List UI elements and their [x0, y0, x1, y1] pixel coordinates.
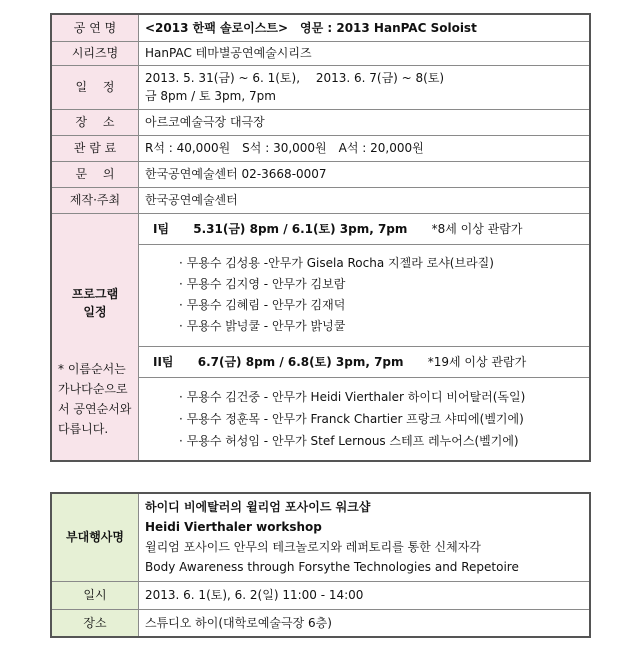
schedule-line-1: 2013. 5. 31(금) ~ 6. 1(토), 2013. 6. 7(금) ~ 8(토): [145, 71, 445, 85]
title-label: 공 연 명: [51, 14, 139, 41]
team2-list: [139, 377, 591, 461]
team2-dates: 6.7(금) 8pm / 6.8(토) 3pm, 7pm: [197, 354, 404, 369]
team2-age: *19세 이상 관람가: [427, 354, 527, 369]
side-event-date-value: 2013. 6. 1(토), 6. 2(일) 11:00 - 14:00: [139, 581, 591, 609]
side-event-line-4: Body Awareness through Forsythe Technologies and Repetoire: [145, 560, 519, 575]
series-label: 시리즈명: [51, 41, 139, 65]
venue-label: 장 소: [51, 109, 139, 135]
schedule-value: [139, 65, 591, 109]
schedule-line-2: 금 8pm / 토 3pm, 7pm: [145, 89, 276, 103]
program-label-cell: [51, 213, 139, 461]
side-event-place-value: 스튜디오 하이(대학로예술극장 6층): [139, 609, 591, 637]
producer-label: 제작·주최: [51, 187, 139, 213]
list-item: · 무용수 밝넝쿨 - 안무가 밝넝쿨: [179, 319, 346, 333]
side-event-line-1: 하이디 비에탈러의 윌리엄 포사이드 워크샵: [145, 500, 371, 515]
team1-header: [139, 213, 591, 244]
list-item: · 무용수 김지영 - 안무가 김보람: [179, 277, 346, 291]
contact-label: 문 의: [51, 161, 139, 187]
team2-name: II팀: [153, 354, 174, 369]
venue-value: 아르코예술극장 대극장: [139, 109, 591, 135]
side-event-place-label: 장소: [51, 609, 139, 637]
performance-info-table: [50, 13, 591, 462]
program-label-line-2: 일정: [83, 304, 107, 319]
side-event-date-label: 일시: [51, 581, 139, 609]
series-value: HanPAC 테마별공연예술시리즈: [139, 41, 591, 65]
team1-dates: 5.31(금) 8pm / 6.1(토) 3pm, 7pm: [193, 221, 408, 236]
list-item: · 무용수 허성임 - 안무가 Stef Lernous 스테프 레누어스(벨기에): [179, 433, 519, 448]
side-event-label: 부대행사명: [51, 493, 139, 581]
team1-name: I팀: [153, 221, 170, 236]
title-value: <2013 한팩 솔로이스트> 영문 : 2013 HanPAC Soloist: [139, 14, 591, 41]
list-item: · 무용수 김혜림 - 안무가 김재덕: [179, 298, 346, 312]
program-note: * 이름순서는 가나다순으로 서 공연순서와 다릅니다.: [58, 361, 132, 436]
side-event-line-3: 윌리엄 포사이드 안무의 테크놀로지와 레퍼토리를 통한 신체자각: [145, 540, 481, 555]
contact-value: 한국공연예술센터 02-3668-0007: [139, 161, 591, 187]
program-label-line-1: 프로그램: [71, 286, 119, 301]
price-value: R석 : 40,000원 S석 : 30,000원 A석 : 20,000원: [139, 135, 591, 161]
side-event-value: [139, 493, 591, 581]
list-item: · 무용수 정훈목 - 안무가 Franck Chartier 프랑크 샤띠에(벨기에): [179, 411, 524, 426]
team2-header: [139, 346, 591, 377]
team1-age: *8세 이상 관람가: [431, 221, 523, 236]
producer-value: 한국공연예술센터: [139, 187, 591, 213]
list-item: · 무용수 김성용 -안무가 Gisela Rocha 지젤라 로샤(브라질): [179, 256, 494, 270]
schedule-label: 일 정: [51, 65, 139, 109]
list-item: · 무용수 김건중 - 안무가 Heidi Vierthaler 하이디 비어탈러(독일): [179, 389, 526, 404]
price-label: 관 람 료: [51, 135, 139, 161]
side-event-table: [50, 492, 591, 638]
team1-list: [139, 244, 591, 346]
side-event-line-2: Heidi Vierthaler workshop: [145, 520, 322, 535]
